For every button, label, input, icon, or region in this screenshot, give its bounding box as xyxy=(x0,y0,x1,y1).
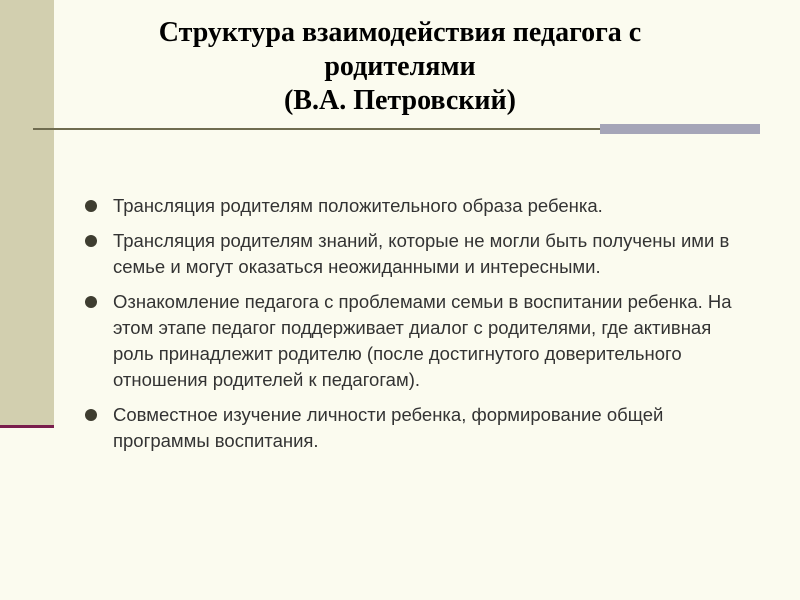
left-decorative-bar xyxy=(0,0,54,428)
title-divider-accent xyxy=(600,124,760,134)
left-bar-rule xyxy=(0,425,54,428)
bullet-text: Совместное изучение личности ребенка, формирование общей программы воспитания. xyxy=(113,404,664,451)
bullet-dot-icon xyxy=(85,235,97,247)
slide-title xyxy=(80,16,720,118)
bullet-text: Трансляция родителям положительного образа ребенка. xyxy=(113,195,603,216)
slide-title-line-2: родителями xyxy=(324,51,476,82)
bullet-item xyxy=(82,289,742,393)
bullet-text: Ознакомление педагога с проблемами семьи в воспитании ребенка. На этом этапе педагог поддерживает диалог с родителями, где активная роль принадлежит родителю (после достигнутого доверительного отношения родителей к педагогам). xyxy=(113,291,732,390)
bullet-item xyxy=(82,193,742,219)
slide-title-line-3: (В.А. Петровский) xyxy=(283,85,516,116)
bullet-list xyxy=(82,193,742,463)
bullet-item xyxy=(82,402,742,454)
bullet-item xyxy=(82,228,742,280)
bullet-dot-icon xyxy=(85,200,97,212)
bullet-text: Трансляция родителям знаний, которые не могли быть получены ими в семье и могут оказаться неожиданными и интересными. xyxy=(113,230,730,277)
bullet-dot-icon xyxy=(85,409,97,421)
slide-title-line-1: Структура взаимодействия педагога с xyxy=(158,17,642,48)
title-divider xyxy=(33,128,600,130)
bullet-dot-icon xyxy=(85,296,97,308)
